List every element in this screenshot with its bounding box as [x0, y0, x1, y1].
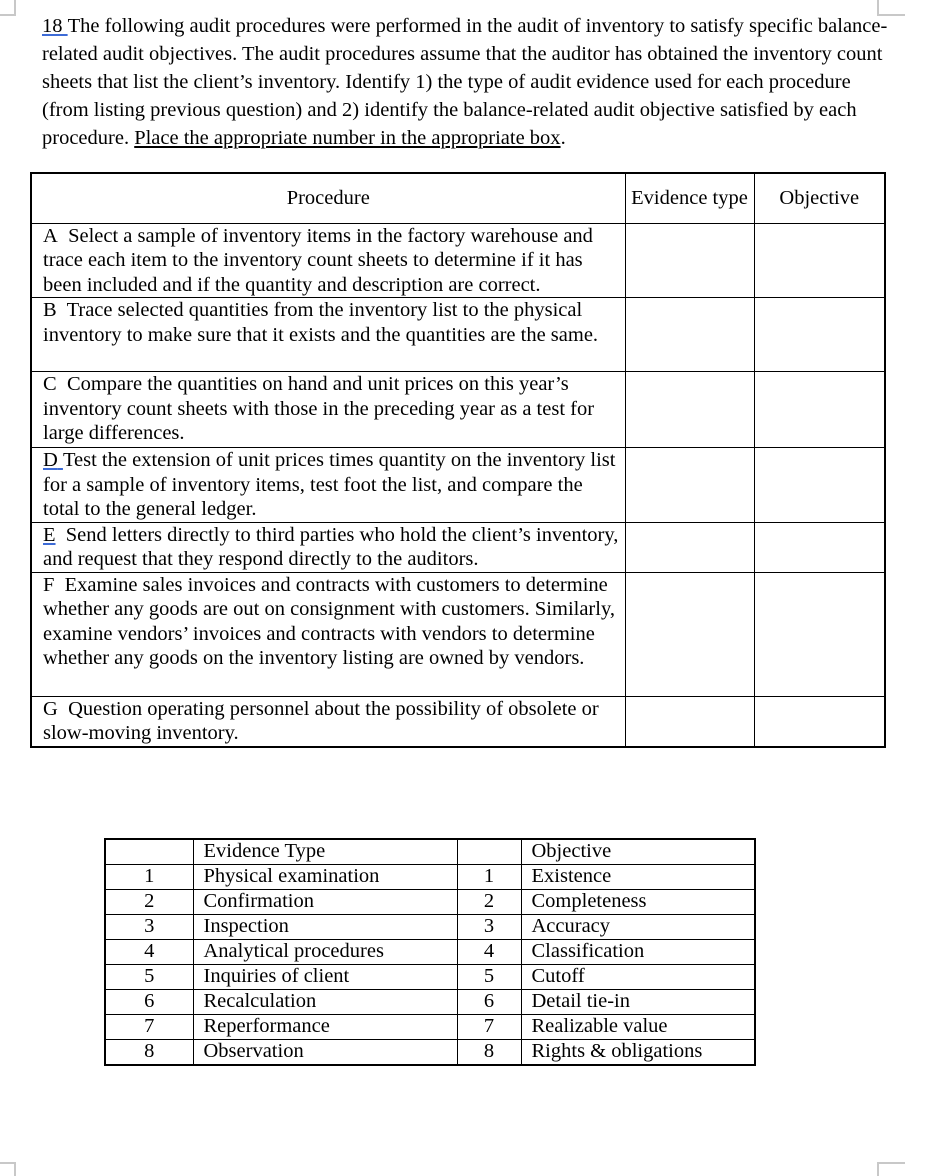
procedure-row-b	[31, 298, 885, 372]
objective-input-b[interactable]	[754, 298, 885, 372]
legend-evidence-number: 5	[105, 965, 193, 990]
corner-mark-top-left-h	[0, 14, 16, 16]
corner-mark-bottom-left	[14, 1162, 16, 1176]
evidence-input-d[interactable]	[625, 448, 754, 523]
legend-row	[105, 865, 755, 890]
legend-evidence-type: Inspection	[193, 915, 457, 940]
legend-evidence-header: Evidence Type	[193, 839, 457, 865]
legend-row	[105, 1015, 755, 1040]
corner-mark-bottom-right-h	[877, 1162, 905, 1164]
legend-objective: Rights & obligations	[521, 1040, 755, 1066]
legend-objective: Completeness	[521, 890, 755, 915]
legend-evidence-number: 1	[105, 865, 193, 890]
question-number: 18	[42, 15, 63, 37]
evidence-input-c[interactable]	[625, 372, 754, 448]
question-text: 18 The following audit procedures were performed in the audit of inventory to satisfy specific balance-related audit objectives. The audit procedures assume that the auditor has obtained the inventory count sheets that list the client’s inventory. Identify 1) the type of audit evidence used for each procedure (from listing previous question) and 2) identify the balance-related audit objective satisfied by each procedure. Place the appropriate number in the appropriate box.	[42, 15, 888, 149]
legend-row	[105, 890, 755, 915]
corner-mark-bottom-right	[877, 1162, 879, 1176]
procedure-text: Examine sales invoices and contracts with customers to determine whether any goods are out on consignment with customers. Similarly, examine vendors’ invoices and contracts with vendors to determine whether any goods on the inventory listing are owned by vendors.	[43, 573, 615, 669]
procedure-row-c	[31, 372, 885, 448]
objective-input-g[interactable]	[754, 696, 885, 747]
procedure-row-d	[31, 448, 885, 523]
legend-objective: Cutoff	[521, 965, 755, 990]
legend-evidence-number: 3	[105, 915, 193, 940]
procedure-letter: D	[43, 449, 58, 471]
evidence-input-f[interactable]	[625, 572, 754, 696]
legend-evidence-type: Reperformance	[193, 1015, 457, 1040]
procedure-letter: F	[43, 573, 55, 596]
procedure-text: Compare the quantities on hand and unit prices on this year’s inventory count sheets with those in the preceding year as a test for large differences.	[43, 373, 595, 444]
procedure-text: Select a sample of inventory items in the factory warehouse and trace each item to the inventory count sheets to determine if it has been included and if the quantity and description are correct.	[43, 224, 593, 296]
legend-table	[104, 838, 756, 1066]
legend-evidence-type: Inquiries of client	[193, 965, 457, 990]
legend-row	[105, 915, 755, 940]
procedure-row-g	[31, 696, 885, 747]
legend-objective-number: 7	[457, 1015, 521, 1040]
legend-header-row	[105, 839, 755, 865]
corner-mark-bottom-left-h	[0, 1162, 16, 1164]
procedure-text: Send letters directly to third parties who hold the client’s inventory, and request that they respond directly to the auditors.	[43, 523, 619, 570]
procedure-row-e	[31, 522, 885, 572]
evidence-input-b[interactable]	[625, 298, 754, 372]
legend-evidence-number: 6	[105, 990, 193, 1015]
procedure-row-f	[31, 572, 885, 696]
legend-evidence-type: Confirmation	[193, 890, 457, 915]
legend-objective-number: 6	[457, 990, 521, 1015]
procedure-letter: A	[43, 224, 58, 247]
question-body: The following audit procedures were performed in the audit of inventory to satisfy specific balance-related audit objectives. The audit procedures assume that the auditor has obtained the inventory count sheets that list the client’s inventory. Identify 1) the type of audit evidence used for each procedure (from listing previous question) and 2) identify the balance-related audit objective satisfied by each procedure.	[42, 15, 888, 149]
legend-evidence-type: Analytical procedures	[193, 940, 457, 965]
legend-objective: Classification	[521, 940, 755, 965]
evidence-input-e[interactable]	[625, 522, 754, 572]
legend-objective-number: 5	[457, 965, 521, 990]
legend-row	[105, 965, 755, 990]
legend-objective-number: 2	[457, 890, 521, 915]
question-instruction: Place the appropriate number in the appropriate box	[134, 127, 561, 149]
procedures-table	[30, 172, 886, 748]
objective-input-d[interactable]	[754, 448, 885, 523]
legend-objective: Accuracy	[521, 915, 755, 940]
legend-objective: Existence	[521, 865, 755, 890]
legend-row	[105, 1040, 755, 1066]
procedure-letter: C	[43, 373, 57, 395]
objective-input-f[interactable]	[754, 572, 885, 696]
legend-evidence-type: Observation	[193, 1040, 457, 1066]
objective-input-c[interactable]	[754, 372, 885, 448]
legend-evidence-number: 2	[105, 890, 193, 915]
legend-row	[105, 990, 755, 1015]
evidence-input-g[interactable]	[625, 696, 754, 747]
legend-evidence-number: 7	[105, 1015, 193, 1040]
legend-objective-number: 8	[457, 1040, 521, 1066]
procedure-letter: B	[43, 299, 57, 321]
legend-objective-number: 1	[457, 865, 521, 890]
procedure-text: Trace selected quantities from the inventory list to the physical inventory to make sure that it exists and the quantities are the same.	[43, 299, 599, 346]
procedure-text: Test the extension of unit prices times quantity on the inventory list for a sample of inventory items, test foot the list, and compare the total to the general ledger.	[43, 449, 616, 520]
procedure-text: Question operating personnel about the possibility of obsolete or slow-moving inventory.	[43, 697, 599, 744]
legend-objective: Detail tie-in	[521, 990, 755, 1015]
evidence-input-a[interactable]	[625, 223, 754, 298]
objective-input-a[interactable]	[754, 223, 885, 298]
objective-input-e[interactable]	[754, 522, 885, 572]
header-procedure: Procedure	[31, 173, 625, 223]
header-evidence-type: Evidence type	[625, 173, 754, 223]
legend-evidence-type: Recalculation	[193, 990, 457, 1015]
legend-objective-number: 4	[457, 940, 521, 965]
legend-evidence-type: Physical examination	[193, 865, 457, 890]
header-objective: Objective	[754, 173, 885, 223]
procedure-letter: G	[43, 697, 58, 720]
legend-objective: Realizable value	[521, 1015, 755, 1040]
legend-evidence-number: 4	[105, 940, 193, 965]
legend-evidence-number: 8	[105, 1040, 193, 1066]
procedure-letter: E	[43, 523, 56, 546]
legend-objective-header: Objective	[521, 839, 755, 865]
procedure-row-a	[31, 223, 885, 298]
legend-objective-number: 3	[457, 915, 521, 940]
legend-row	[105, 940, 755, 965]
